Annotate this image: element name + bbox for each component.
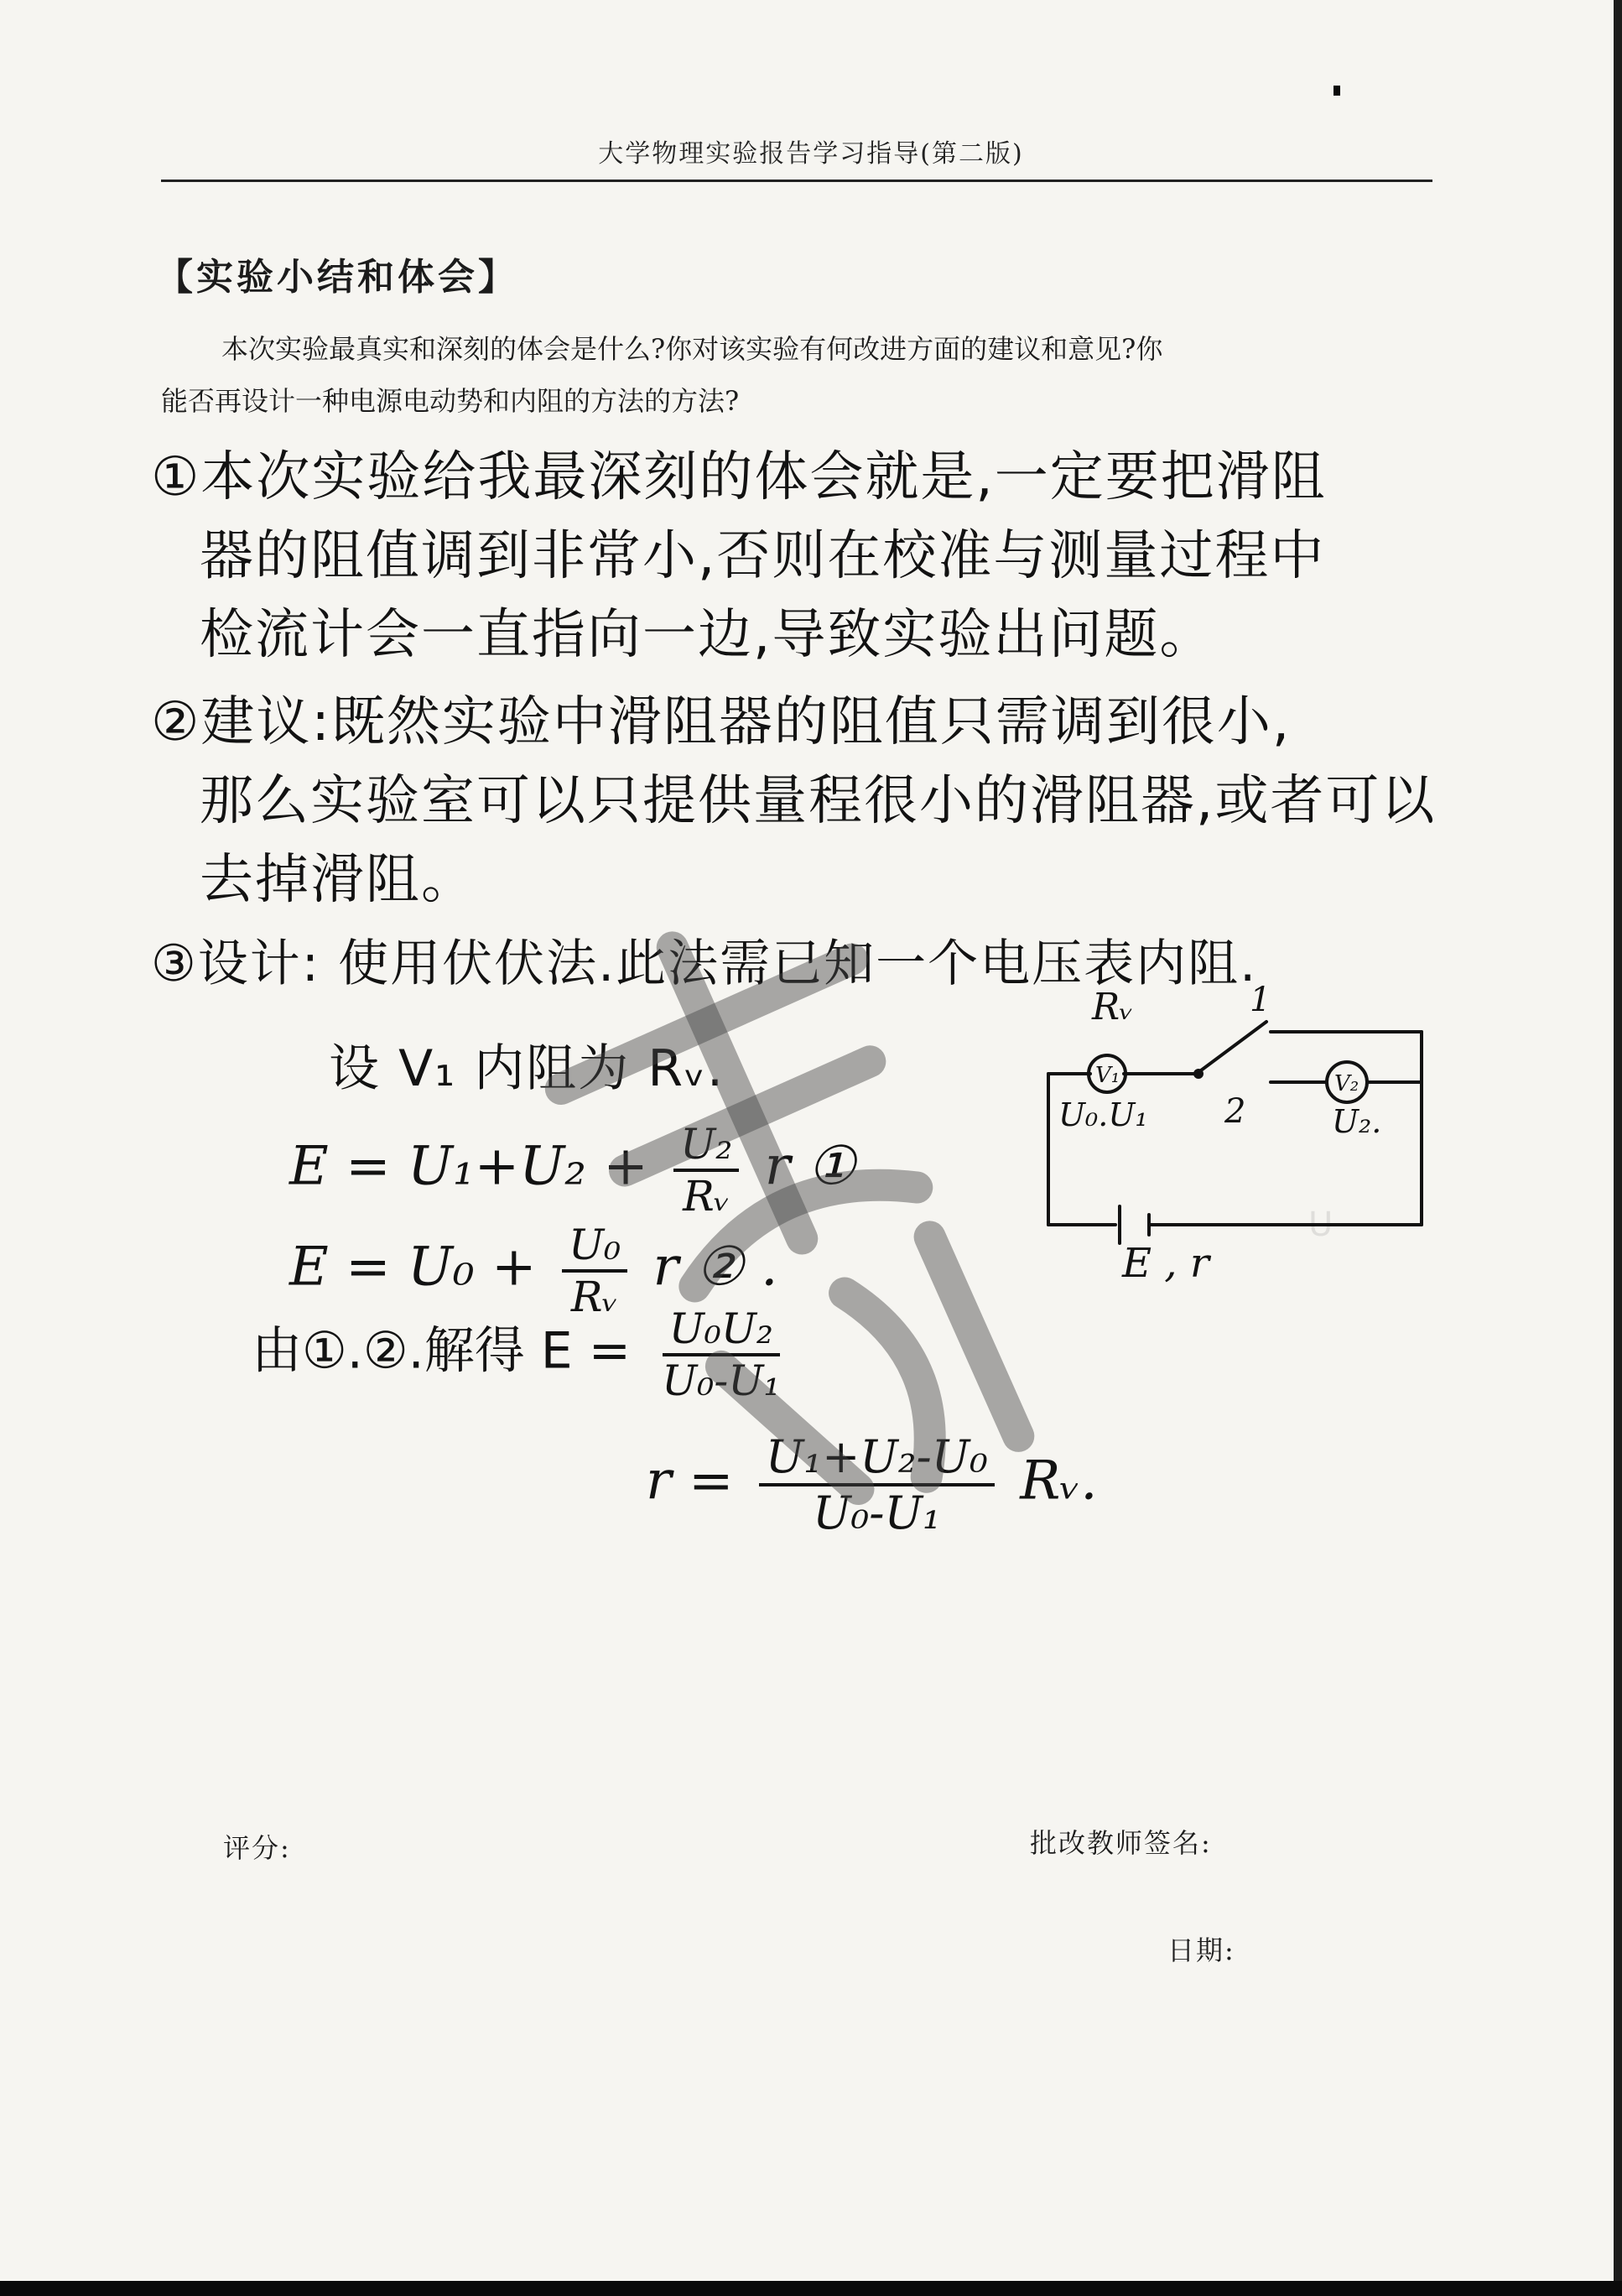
solution-r-numerator: U₁+U₂-U₀: [759, 1430, 995, 1486]
equation-1-numerator: U₂: [673, 1120, 739, 1172]
equation-1-fraction: [673, 1120, 739, 1221]
solution-r-tail: Rᵥ.: [1020, 1450, 1098, 1512]
solution-e: [252, 1304, 795, 1405]
equation-1: [289, 1120, 855, 1221]
equation-1-denominator: Rᵥ: [683, 1172, 730, 1221]
solution-r: [646, 1430, 1098, 1539]
v2-label: V₂: [1334, 1071, 1359, 1096]
header-rule: [161, 180, 1432, 182]
solution-label: 由①.②.解得 E =: [252, 1321, 632, 1381]
switch-pivot: [1195, 1070, 1202, 1077]
page-header-title: 大学物理实验报告学习指导(第二版): [598, 139, 1024, 169]
section-title: 【实验小结和体会】: [156, 256, 518, 299]
switch-blade: [1201, 1022, 1266, 1070]
equation-2-tail: r ② .: [652, 1236, 778, 1299]
answer-2-line-1: ②建议:既然实验中滑阻器的阻值只需调到很小,: [151, 691, 1292, 753]
equation-1-tail: r ①: [764, 1135, 855, 1198]
equation-2-lhs: E = U₀ +: [289, 1236, 537, 1299]
solution-e-numerator: U₀U₂: [663, 1304, 780, 1356]
v1-label: V₁: [1095, 1063, 1120, 1088]
score-label: 评分:: [223, 1832, 291, 1864]
v1-readings: U₀.U₁: [1058, 1096, 1148, 1133]
question-prompt: [161, 323, 1436, 427]
answer-2-line-2: 那么实验室可以只提供量程很小的滑阻器,或者可以: [200, 770, 1437, 832]
equation-2-denominator: Rᵥ: [570, 1273, 619, 1321]
scan-edge-right: [1614, 0, 1622, 2296]
switch-pos1-label: 1: [1250, 981, 1271, 1019]
prompt-line-2: 能否再设计一种电源电动势和内阻的方法的方法?: [161, 385, 740, 417]
equation-1-lhs: E = U₁+U₂ +: [289, 1135, 648, 1198]
answer-1-line-3: 检流计会一直指向一边,导致实验出问题。: [200, 604, 1215, 666]
teacher-signature-label: 批改教师签名:: [1030, 1827, 1212, 1859]
bleed-through-right: U: [1308, 1205, 1333, 1244]
answer-2-line-3: 去掉滑阻。: [200, 849, 476, 911]
solution-r-fraction: [759, 1430, 995, 1539]
answer-3-line-2: 设 V₁ 内阻为 Rᵥ.: [329, 1039, 725, 1098]
equation-2-numerator: U₀: [562, 1221, 627, 1273]
v2-readings: U₂.: [1332, 1103, 1382, 1140]
solution-r-denominator: U₀-U₁: [813, 1486, 941, 1539]
prompt-line-1: 本次实验最真实和深刻的体会是什么?你对该实验有何改进方面的建议和意见?你: [221, 333, 1163, 365]
circuit-diagram: [1015, 973, 1468, 1292]
solution-r-lhs: r =: [646, 1450, 734, 1512]
switch-pos2-label: 2: [1224, 1092, 1246, 1131]
rv-label: Rᵥ: [1092, 986, 1134, 1028]
answer-1-line-2: 器的阻值调到非常小,否则在校准与测量过程中: [200, 525, 1326, 587]
date-label: 日期:: [1167, 1934, 1235, 1966]
solution-e-fraction: [655, 1304, 787, 1405]
answer-1-line-1: ①本次实验给我最深刻的体会就是,一定要把滑阻: [151, 446, 1327, 508]
scan-speck: [1333, 86, 1340, 96]
scan-edge-bottom: [0, 2281, 1622, 2296]
answer-3-line-1: ③设计: 使用伏伏法.此法需已知一个电压表内阻.: [151, 935, 1258, 993]
solution-e-denominator: U₀-U₁: [662, 1356, 781, 1405]
source-label: E , r: [1122, 1240, 1209, 1287]
